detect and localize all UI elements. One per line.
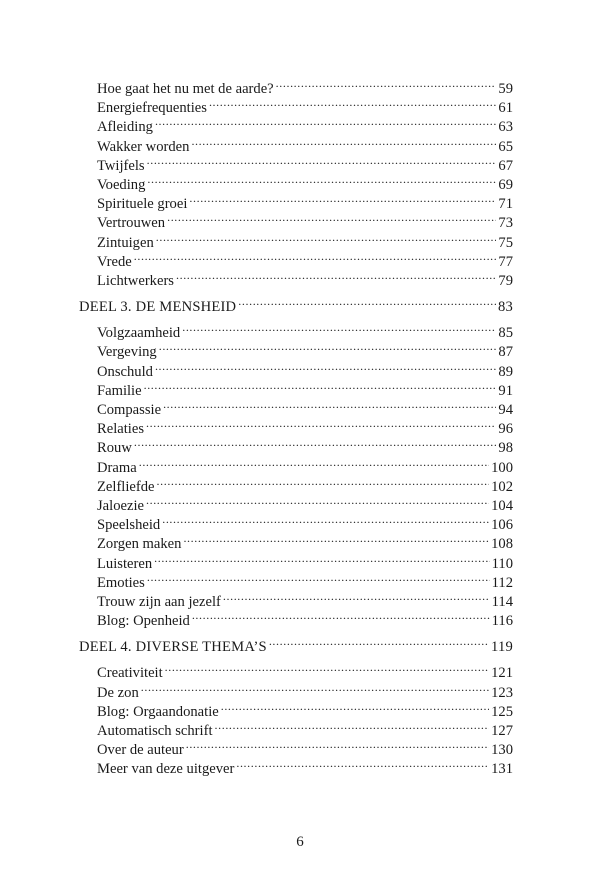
toc-entry-title: Hoe gaat het nu met de aarde? bbox=[97, 81, 274, 97]
toc-entry bbox=[0, 189, 513, 213]
toc-leader-dots bbox=[162, 510, 489, 529]
toc-entry-title: Zelfliefde bbox=[97, 478, 155, 495]
toc-leader-dots bbox=[223, 587, 490, 606]
toc-entry-page: 94 bbox=[498, 402, 513, 418]
toc-entry-title: Afleiding bbox=[97, 119, 153, 136]
toc-leader-dots bbox=[147, 568, 490, 587]
toc-entry bbox=[0, 208, 513, 232]
toc-entry bbox=[0, 491, 513, 514]
toc-entry bbox=[0, 510, 513, 534]
toc-entry bbox=[0, 132, 513, 155]
toc-entry-page: 106 bbox=[491, 517, 513, 534]
toc-entry bbox=[0, 228, 513, 251]
toc-entry-title: Emoties bbox=[97, 574, 145, 591]
toc-entry-page: 130 bbox=[491, 742, 513, 759]
toc-leader-dots bbox=[165, 658, 489, 677]
toc-leader-dots bbox=[155, 112, 496, 131]
toc-entry bbox=[0, 549, 513, 572]
toc-entry-title: Jaloezie bbox=[97, 497, 144, 514]
toc-entry-title: Blog: Openheid bbox=[97, 613, 190, 630]
toc-entry-title: Meer van deze uitgever bbox=[97, 761, 235, 778]
toc-section-page: 83 bbox=[498, 299, 513, 316]
toc-entry-page: 131 bbox=[491, 761, 513, 778]
table-of-contents bbox=[0, 74, 600, 778]
toc-leader-dots bbox=[147, 170, 496, 189]
toc-entry-title: Rouw bbox=[97, 440, 132, 457]
toc-entry bbox=[0, 170, 513, 193]
toc-entry-title: De zon bbox=[97, 684, 139, 701]
toc-leader-dots bbox=[156, 228, 497, 247]
toc-leader-dots bbox=[146, 414, 496, 433]
toc-entry-page: 59 bbox=[498, 81, 513, 97]
toc-entry-title: Zintuigen bbox=[97, 234, 154, 251]
toc-entry-page: 108 bbox=[491, 536, 513, 553]
toc-entry-page: 100 bbox=[491, 459, 513, 476]
toc-leader-dots bbox=[269, 632, 489, 651]
toc-entry bbox=[0, 716, 513, 739]
toc-entry-page: 114 bbox=[491, 593, 513, 610]
toc-entry-page: 121 bbox=[491, 665, 513, 682]
toc-entry bbox=[0, 606, 513, 630]
toc-entry-title: Trouw zijn aan jezelf bbox=[97, 593, 221, 610]
toc-leader-dots bbox=[176, 266, 496, 285]
toc-entry bbox=[0, 433, 513, 457]
toc-entry-title: Vrede bbox=[97, 253, 132, 270]
toc-leader-dots bbox=[141, 678, 489, 697]
toc-entry-page: 79 bbox=[498, 272, 513, 289]
toc-leader-dots bbox=[183, 529, 489, 548]
toc-leader-dots bbox=[159, 337, 497, 356]
toc-entry-page: 65 bbox=[498, 138, 513, 155]
toc-leader-dots bbox=[146, 491, 489, 510]
toc-entry bbox=[0, 93, 513, 117]
toc-leader-dots bbox=[215, 716, 490, 735]
toc-entry-title: Compassie bbox=[97, 402, 162, 418]
toc-leader-dots bbox=[163, 395, 496, 414]
toc-leader-dots bbox=[191, 132, 496, 151]
toc-entry-page: 112 bbox=[491, 574, 513, 591]
toc-entry-page: 102 bbox=[491, 478, 513, 495]
toc-leader-dots bbox=[134, 247, 497, 266]
toc-section-heading bbox=[0, 292, 513, 316]
toc-entry bbox=[0, 678, 513, 701]
toc-entry-page: 69 bbox=[498, 176, 513, 193]
toc-leader-dots bbox=[192, 606, 490, 625]
toc-entry-page: 73 bbox=[498, 215, 513, 232]
toc-leader-dots bbox=[221, 697, 489, 716]
toc-entry-page: 89 bbox=[498, 363, 513, 380]
toc-leader-dots bbox=[155, 357, 496, 376]
toc-entry bbox=[0, 735, 513, 759]
toc-entry bbox=[0, 658, 513, 682]
toc-entry-title: Speelsheid bbox=[97, 517, 161, 534]
toc-leader-dots bbox=[167, 208, 496, 227]
toc-entry-title: Twijfels bbox=[97, 157, 145, 174]
toc-leader-dots bbox=[139, 453, 489, 472]
toc-entry bbox=[0, 529, 513, 553]
toc-entry-title: Blog: Orgaandonatie bbox=[97, 703, 219, 720]
toc-entry-page: 85 bbox=[498, 325, 513, 342]
toc-entry bbox=[0, 74, 513, 97]
toc-leader-dots bbox=[276, 74, 497, 93]
toc-entry bbox=[0, 472, 513, 495]
toc-entry-title: Creativiteit bbox=[97, 665, 163, 682]
toc-entry-page: 67 bbox=[498, 157, 513, 174]
toc-leader-dots bbox=[134, 433, 497, 452]
toc-entry bbox=[0, 112, 513, 136]
toc-entry bbox=[0, 318, 513, 342]
page-number: 6 bbox=[296, 834, 304, 850]
toc-leader-dots bbox=[238, 292, 496, 311]
toc-entry bbox=[0, 357, 513, 380]
toc-leader-dots bbox=[189, 189, 496, 208]
toc-entry-title: Vergeving bbox=[97, 344, 157, 361]
toc-entry bbox=[0, 414, 513, 438]
toc-entry bbox=[0, 337, 513, 361]
toc-section-title: DEEL 4. DIVERSE THEMA’S bbox=[79, 639, 267, 656]
toc-entry-page: 96 bbox=[498, 421, 513, 438]
toc-entry-page: 123 bbox=[491, 684, 513, 701]
toc-entry-page: 77 bbox=[498, 253, 513, 270]
toc-section-title: DEEL 3. DE MENSHEID bbox=[79, 299, 237, 316]
toc-leader-dots bbox=[182, 318, 496, 337]
toc-entry-page: 91 bbox=[498, 382, 513, 399]
toc-leader-dots bbox=[236, 754, 489, 773]
toc-entry bbox=[0, 395, 513, 418]
toc-entry-page: 61 bbox=[498, 100, 513, 117]
toc-entry-title: Voeding bbox=[97, 176, 146, 193]
toc-leader-dots bbox=[144, 376, 497, 395]
toc-entry bbox=[0, 568, 513, 591]
toc-entry-title: Over de auteur bbox=[97, 742, 184, 759]
toc-leader-dots bbox=[147, 151, 497, 170]
toc-entry-title: Lichtwerkers bbox=[97, 272, 174, 289]
toc-leader-dots bbox=[157, 472, 490, 491]
toc-entry bbox=[0, 754, 513, 778]
toc-entry-page: 127 bbox=[491, 723, 513, 739]
toc-entry-title: Onschuld bbox=[97, 363, 153, 380]
toc-entry-page: 110 bbox=[491, 555, 513, 572]
toc-entry-page: 104 bbox=[491, 497, 513, 514]
toc-entry-page: 125 bbox=[491, 703, 513, 720]
toc-leader-dots bbox=[154, 549, 490, 568]
toc-section-page: 119 bbox=[491, 639, 513, 656]
toc-entry bbox=[0, 697, 513, 720]
toc-entry-title: Relaties bbox=[97, 421, 145, 438]
toc-entry-title: Spirituele groei bbox=[97, 196, 188, 213]
toc-entry-title: Zorgen maken bbox=[97, 536, 182, 553]
toc-section-heading bbox=[0, 632, 513, 656]
toc-entry bbox=[0, 151, 513, 174]
toc-entry-page: 98 bbox=[498, 440, 513, 457]
toc-entry bbox=[0, 247, 513, 270]
toc-entry bbox=[0, 453, 513, 476]
toc-entry bbox=[0, 376, 513, 399]
toc-leader-dots bbox=[186, 735, 489, 754]
toc-entry-page: 87 bbox=[498, 344, 513, 361]
toc-entry-title: Drama bbox=[97, 459, 137, 476]
toc-entry bbox=[0, 587, 513, 610]
toc-entry-title: Volgzaamheid bbox=[97, 325, 181, 342]
toc-entry-title: Vertrouwen bbox=[97, 215, 166, 232]
toc-leader-dots bbox=[209, 93, 496, 112]
toc-entry-title: Familie bbox=[97, 382, 142, 399]
toc-entry-page: 71 bbox=[498, 196, 513, 213]
toc-entry-page: 75 bbox=[498, 234, 513, 251]
toc-entry-page: 116 bbox=[491, 613, 513, 630]
toc-entry-title: Energiefrequenties bbox=[97, 100, 207, 117]
toc-entry bbox=[0, 266, 513, 289]
toc-entry-title: Wakker worden bbox=[97, 138, 190, 155]
toc-entry-title: Luisteren bbox=[97, 555, 153, 572]
toc-entry-title: Automatisch schrift bbox=[97, 723, 213, 739]
toc-entry-page: 63 bbox=[498, 119, 513, 136]
